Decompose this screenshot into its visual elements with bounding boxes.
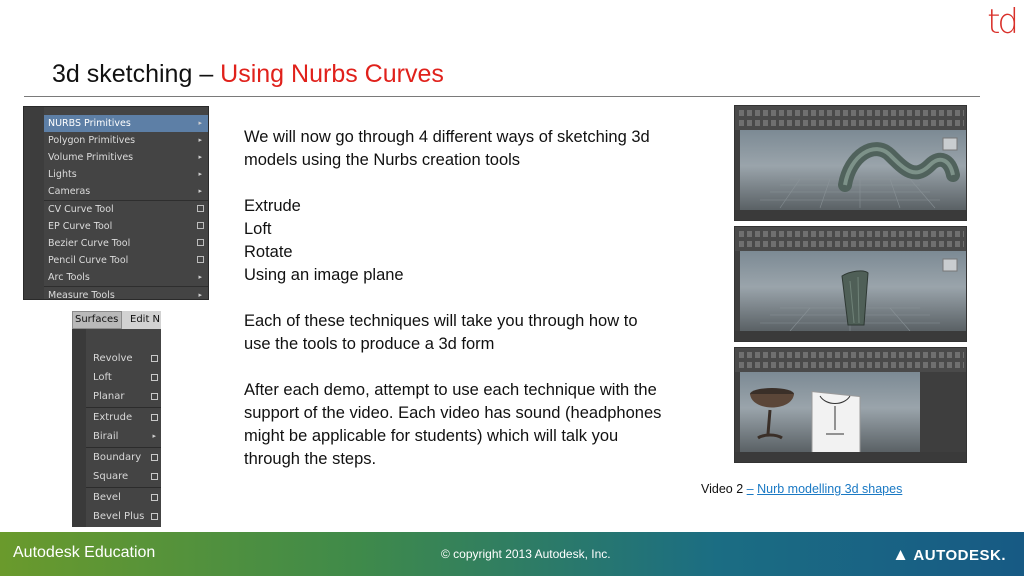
lofted-form-render	[740, 251, 967, 333]
viewport	[740, 130, 966, 210]
option-box-icon[interactable]	[151, 494, 158, 501]
submenu-arrow-icon: ▸	[198, 187, 202, 195]
submenu-arrow-icon: ▸	[198, 153, 202, 161]
menu-item-ep-curve-tool[interactable]	[44, 218, 209, 235]
menu-gutter	[24, 107, 44, 299]
technique-item: Using an image plane	[244, 266, 404, 284]
timeline	[735, 331, 966, 341]
option-box-icon[interactable]	[151, 414, 158, 421]
menu-item-volume-primitives[interactable]	[44, 149, 209, 166]
instructions-paragraph: After each demo, attempt to use each technique with the support of the video. Each video has sound (headphones might be applicable for students) which will talk you through the steps.	[244, 381, 662, 468]
option-box-icon[interactable]	[197, 239, 204, 246]
menu-item-label: Arc Tools	[48, 272, 90, 283]
surfaces-menu-screenshot	[72, 311, 161, 527]
menu-item-label: Loft	[93, 372, 112, 383]
menu-item-extrude[interactable]	[86, 408, 161, 427]
menu-item-label: Polygon Primitives	[48, 135, 136, 146]
submenu-arrow-icon: ▸	[198, 291, 202, 299]
menu-item-label: CV Curve Tool	[48, 204, 114, 215]
menu-item-label: Volume Primitives	[48, 152, 134, 163]
caption-prefix: Video 2	[701, 482, 747, 496]
menu-item-polygon-primitives[interactable]	[44, 132, 209, 149]
menu-item-cv-curve-tool[interactable]	[44, 201, 209, 218]
submenu-arrow-icon: ▸	[198, 170, 202, 178]
menu-item-label: Square	[93, 471, 129, 482]
option-box-icon[interactable]	[151, 473, 158, 480]
maya-toolbar	[735, 106, 966, 130]
menu-item-cameras[interactable]	[44, 183, 209, 200]
page-title	[52, 60, 444, 89]
submenu-arrow-icon: ▸	[198, 119, 202, 127]
autodesk-logo-icon: ▲	[892, 545, 910, 564]
menu-item-arc-tools[interactable]	[44, 269, 209, 286]
option-box-icon[interactable]	[151, 513, 158, 520]
rotate-viewport-screenshot	[734, 347, 967, 463]
td-logo: td	[987, 2, 1016, 42]
menu-item-label: Planar	[93, 391, 125, 402]
menu-gutter	[72, 329, 86, 527]
menu-item-label: Measure Tools	[48, 290, 115, 300]
menu-item-label: Pencil Curve Tool	[48, 255, 129, 266]
surfaces-menu-tab[interactable]: Surfaces	[72, 311, 122, 329]
menu-item-revolve[interactable]	[86, 349, 161, 368]
title-accent: Using Nurbs Curves	[220, 60, 444, 88]
menu-item-pencil-curve-tool[interactable]	[44, 252, 209, 269]
menu-item-label: Bevel Plus	[93, 511, 145, 522]
menu-item-loft[interactable]	[86, 368, 161, 387]
maya-toolbar	[735, 227, 966, 251]
attribute-panel	[920, 372, 966, 463]
option-box-icon[interactable]	[151, 374, 158, 381]
menu-item-label: Boundary	[93, 452, 142, 463]
technique-list	[244, 195, 664, 287]
autodesk-logo	[892, 545, 1006, 565]
submenu-arrow-icon: ▸	[198, 136, 202, 144]
menu-item-birail[interactable]	[86, 427, 161, 446]
menu-item-boundary[interactable]	[86, 448, 161, 467]
intro-paragraph: We will now go through 4 different ways of sketching 3d models using the Nurbs creation tools	[244, 128, 650, 169]
option-box-icon[interactable]	[197, 205, 204, 212]
option-box-icon[interactable]	[151, 355, 158, 362]
footer-bar	[0, 532, 1024, 576]
menu-item-label: Bezier Curve Tool	[48, 238, 131, 249]
option-box-icon[interactable]	[197, 222, 204, 229]
menu-item-label: Extrude	[93, 412, 133, 423]
menu-item-planar[interactable]	[86, 387, 161, 406]
menu-item-label: Cameras	[48, 186, 91, 197]
menu-item-label: Lights	[48, 169, 77, 180]
option-box-icon[interactable]	[197, 256, 204, 263]
autodesk-education-label: Autodesk Education	[13, 544, 156, 561]
techniques-paragraph: Each of these techniques will take you through how to use the tools to produce a 3d form	[244, 312, 638, 353]
edit-menu-tab[interactable]: Edit N	[130, 314, 161, 325]
menu-item-label: Birail	[93, 431, 119, 442]
menu-item-nurbs-primitives[interactable]	[44, 115, 209, 132]
body-text	[244, 126, 664, 494]
caption-dash-link[interactable]: –	[746, 482, 754, 496]
option-box-icon[interactable]	[151, 454, 158, 461]
extruded-tube-render	[740, 130, 967, 212]
maya-toolbar	[735, 348, 966, 372]
timeline	[735, 452, 966, 462]
technique-item: Loft	[244, 220, 272, 238]
viewport	[740, 372, 920, 452]
menu-item-lights[interactable]	[44, 166, 209, 183]
technique-item: Extrude	[244, 197, 301, 215]
viewport	[740, 251, 966, 331]
menu-item-label: Revolve	[93, 353, 133, 364]
menu-item-bezier-curve-tool[interactable]	[44, 235, 209, 252]
video-caption	[701, 482, 902, 496]
create-menu-screenshot	[23, 106, 209, 300]
menu-item-label: EP Curve Tool	[48, 221, 113, 232]
submenu-arrow-icon: ▸	[152, 432, 156, 440]
timeline	[735, 210, 966, 220]
extrude-viewport-screenshot	[734, 105, 967, 221]
video-link[interactable]: Nurb modelling 3d shapes	[757, 482, 903, 496]
title-divider	[24, 96, 980, 97]
menu-item-square[interactable]	[86, 467, 161, 486]
menu-item-bevel[interactable]	[86, 488, 161, 507]
autodesk-logo-text: AUTODESK.	[913, 547, 1006, 564]
menu-item-bevel-plus[interactable]	[86, 507, 161, 526]
menu-item-label: Bevel	[93, 492, 121, 503]
technique-item: Rotate	[244, 243, 293, 261]
option-box-icon[interactable]	[151, 393, 158, 400]
menu-item-measure-tools[interactable]	[44, 287, 209, 300]
submenu-arrow-icon: ▸	[198, 273, 202, 281]
loft-viewport-screenshot	[734, 226, 967, 342]
menu-bar	[72, 311, 161, 329]
copyright-text: © copyright 2013 Autodesk, Inc.	[441, 547, 611, 561]
revolved-glass-render	[740, 372, 922, 454]
title-prefix: 3d sketching –	[52, 60, 221, 88]
menu-item-label: NURBS Primitives	[48, 118, 131, 129]
